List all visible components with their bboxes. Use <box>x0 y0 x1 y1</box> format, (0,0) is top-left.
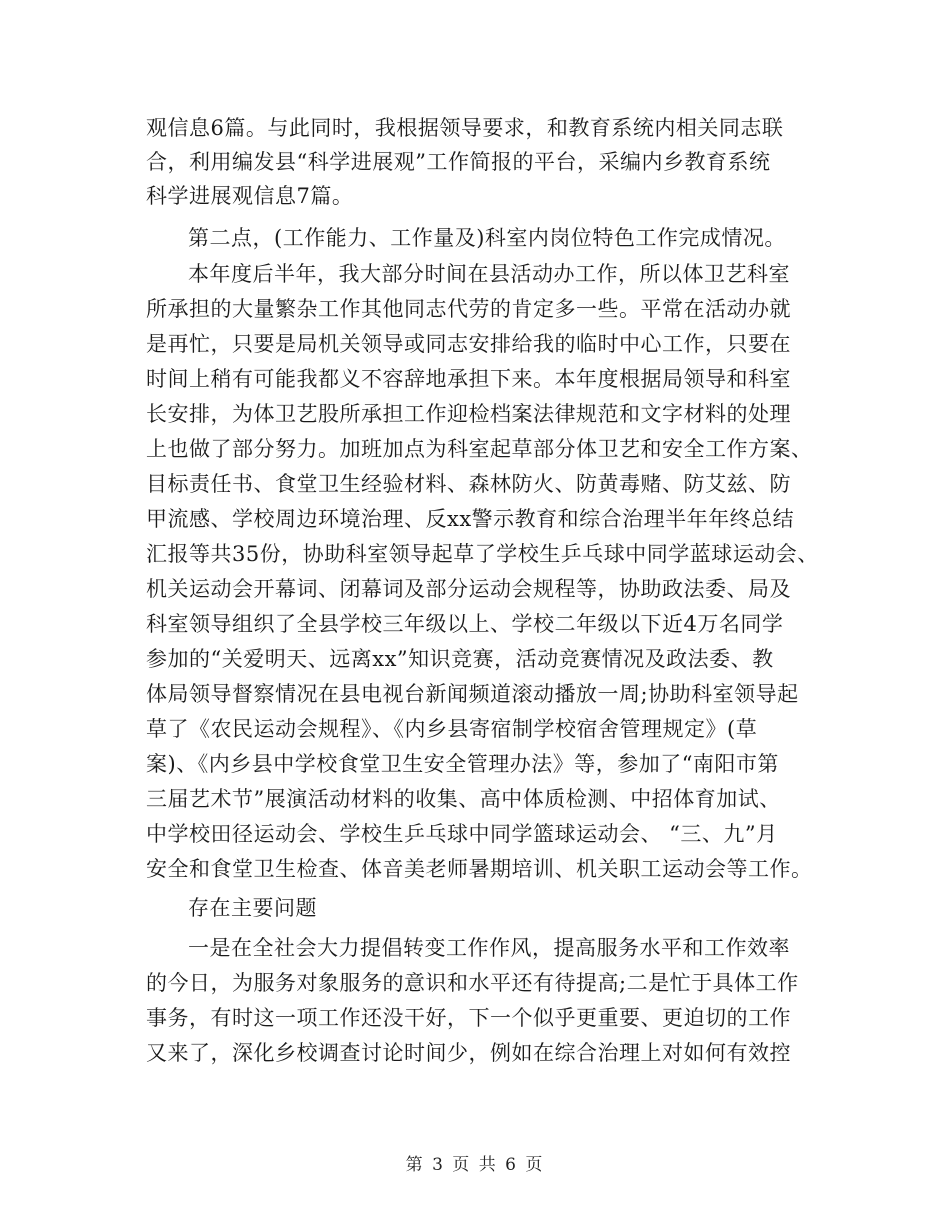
body-line: 合，利用编发县“科学进展观”工作简报的平台，采编内乡教育系统 <box>146 150 771 174</box>
body-line: 是再忙，只要是局机关领导或同志安排给我的临时中心工作，只要在 <box>146 332 791 356</box>
body-line: 甲流感、学校周边环境治理、反xx警示教育和综合治理半年年终总结 <box>146 507 795 531</box>
body-line: 机关运动会开幕词、闭幕词及部分运动会规程等，协助政法委、局及 <box>146 577 791 601</box>
body-line: 体局领导督察情况在县电视台新闻频道滚动播放一周;协助科室领导起 <box>146 682 799 706</box>
body-line: 一是在全社会大力提倡转变工作作风，提高服务水平和工作效率 <box>188 936 790 960</box>
body-line: 汇报等共35份，协助科室领导起草了学校生乒乓球中同学蓝球运动会、 <box>146 542 819 566</box>
body-line: 科室领导组织了全县学校三年级以上、学校二年级以下近4万名同学 <box>146 612 784 636</box>
body-line: 事务，有时这一项工作还没干好，下一个似乎更重要、更迫切的工作 <box>146 1006 791 1030</box>
body-line: 中学校田径运动会、学校生乒乓球中同学篮球运动会、 “三、九”月 <box>146 822 778 846</box>
body-line: 安全和食堂卫生检查、体音美老师暑期培训、机关职工运动会等工作。 <box>146 857 813 881</box>
body-line: 案)、《内乡县中学校食堂卫生安全管理办法》等，参加了“南阳市第 <box>146 752 779 776</box>
body-line: 又来了，深化乡校调查讨论时间少，例如在综合治理上对如何有效控 <box>146 1041 791 1065</box>
body-line: 长安排，为体卫艺股所承担工作迎检档案法律规范和文字材料的处理 <box>146 402 791 426</box>
page-number-footer: 第 3 页 共 6 页 <box>405 1155 545 1175</box>
body-line: 所承担的大量繁杂工作其他同志代劳的肯定多一些。平常在活动办就 <box>146 297 791 321</box>
body-line: 三届艺术节”展演活动材料的收集、高中体质检测、中招体育加试、 <box>146 787 781 811</box>
body-line: 草了《农民运动会规程》、《内乡县寄宿制学校宿舍管理规定》(草 <box>146 717 758 741</box>
body-line: 本年度后半年，我大部分时间在县活动办工作，所以体卫艺科室 <box>188 262 790 286</box>
body-line: 科学进展观信息7篇。 <box>146 184 354 208</box>
body-line: 目标责任书、食堂卫生经验材料、森林防火、防黄毒赌、防艾兹、防 <box>146 472 791 496</box>
section-heading: 存在主要问题 <box>188 896 317 920</box>
body-line: 观信息6篇。与此同时，我根据领导要求，和教育系统内相关同志联 <box>146 116 784 140</box>
body-line: 的今日，为服务对象服务的意识和水平还有待提高;二是忙于具体工作 <box>146 971 799 995</box>
body-line: 参加的“关爱明天、远离xx”知识竞赛，活动竞赛情况及政法委、教 <box>146 647 774 671</box>
body-line: 上也做了部分努力。加班加点为科室起草部分体卫艺和安全工作方案、 <box>146 437 813 461</box>
body-line: 时间上稍有可能我都义不容辞地承担下来。本年度根据局领导和科室 <box>146 367 791 391</box>
section-heading: 第二点，(工作能力、工作量及)科室内岗位特色工作完成情况。 <box>188 226 786 250</box>
